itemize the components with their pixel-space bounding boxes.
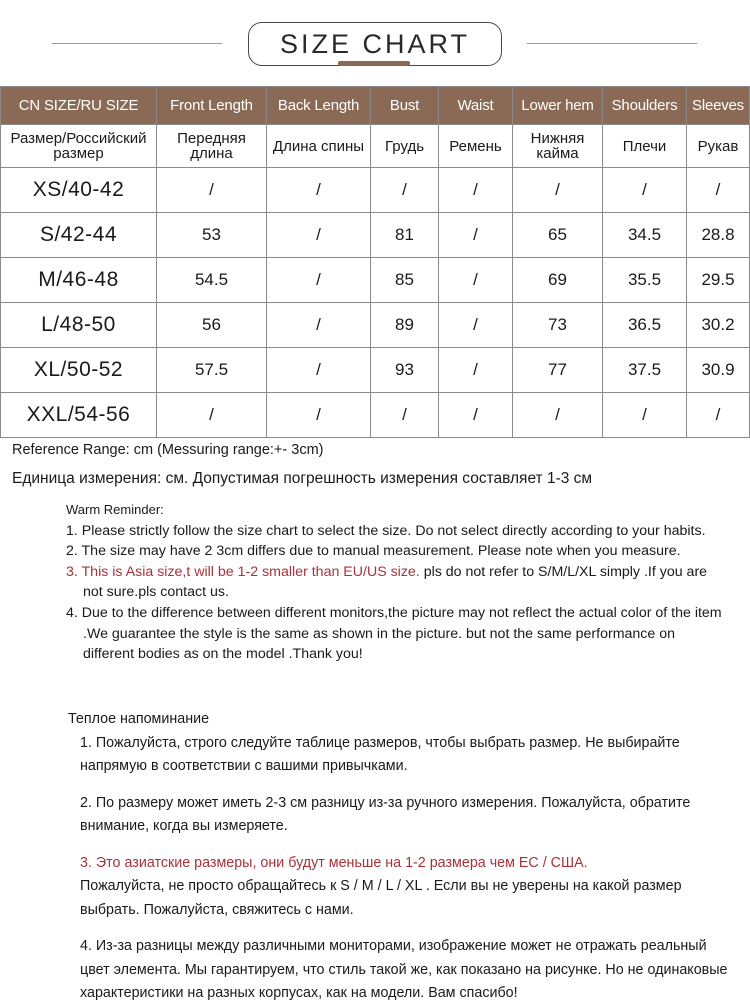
col-header-ru: Плечи — [603, 125, 687, 168]
table-cell: 57.5 — [157, 348, 267, 393]
table-cell: 89 — [371, 303, 439, 348]
page-title: SIZE CHART — [248, 22, 502, 66]
table-cell: 73 — [513, 303, 603, 348]
title-divider-right — [527, 43, 697, 44]
table-cell: / — [157, 168, 267, 213]
table-cell: / — [157, 393, 267, 438]
table-row — [1, 213, 750, 258]
table-cell: 28.8 — [687, 213, 750, 258]
title-accent-bar — [338, 61, 410, 66]
table-cell: 93 — [371, 348, 439, 393]
reminder-item-ru: 2. По размеру может иметь 2-3 см разницу из-за ручного измерения. Пожалуйста, обратите внимание, когда вы измеряете. — [80, 794, 691, 834]
table-cell: / — [687, 393, 750, 438]
col-header-ru: Нижняя кайма — [513, 125, 603, 168]
col-header: Bust — [371, 87, 439, 125]
table-cell: / — [267, 213, 371, 258]
table-row — [1, 168, 750, 213]
reference-range-note: Reference Range: cm (Messuring range:+- 3cm) — [12, 442, 324, 458]
col-header: CN SIZE/RU SIZE — [1, 87, 157, 125]
col-header: Front Length — [157, 87, 267, 125]
table-cell: / — [513, 393, 603, 438]
table-cell: 69 — [513, 258, 603, 303]
table-cell: 37.5 — [603, 348, 687, 393]
size-cell: S/42-44 — [1, 213, 157, 258]
reminder-item: 2. The size may have 2 3cm differs due to manual measurement. Please note when you measure. — [66, 543, 681, 560]
col-header: Waist — [439, 87, 513, 125]
col-header-ru: Рукав — [687, 125, 750, 168]
table-cell: / — [439, 258, 513, 303]
table-cell: / — [603, 168, 687, 213]
measurement-unit-note: Единица измерения: см. Допустимая погрешность измерения составляет 1-3 см — [12, 470, 593, 487]
table-cell: / — [439, 393, 513, 438]
table-cell: 56 — [157, 303, 267, 348]
table-cell: / — [267, 168, 371, 213]
table-row — [1, 348, 750, 393]
table-cell: / — [439, 213, 513, 258]
asia-size-warning: 3. This is Asia size,t will be 1-2 smaller than EU/US size. — [66, 563, 420, 580]
table-cell: / — [513, 168, 603, 213]
table-cell: 85 — [371, 258, 439, 303]
reminder-item-ru: 1. Пожалуйста, строго следуйте таблице размеров, чтобы выбрать размер. Не выбирайте напрямую в соответствии с вашими привычками. — [80, 734, 680, 774]
table-cell: / — [687, 168, 750, 213]
header-row-ru — [1, 125, 750, 168]
table-cell: / — [439, 303, 513, 348]
reminder-item-text: pls do not refer to S/M/L/XL simply .If you are not sure.pls contact us. — [83, 563, 708, 601]
size-cell: M/46-48 — [1, 258, 157, 303]
col-header: Back Length — [267, 87, 371, 125]
table-cell: 81 — [371, 213, 439, 258]
table-cell: / — [267, 393, 371, 438]
warm-reminder-en — [66, 500, 726, 665]
table-cell: / — [267, 303, 371, 348]
header-row-en — [1, 87, 750, 125]
col-header: Sleeves — [687, 87, 750, 125]
col-header-ru: Ремень — [439, 125, 513, 168]
title-banner — [0, 0, 750, 92]
table-cell: 35.5 — [603, 258, 687, 303]
table-cell: 65 — [513, 213, 603, 258]
title-divider-left — [52, 43, 222, 44]
table-cell: 36.5 — [603, 303, 687, 348]
table-cell: 77 — [513, 348, 603, 393]
reminder-item: 1. Please strictly follow the size chart to select the size. Do not select directly according to your habits. — [66, 522, 706, 539]
reminder-item-ru: 4. Из-за разницы между различными мониторами, изображение может не отражать реальный цвет элемента. Мы гарантируем, что стиль такой же, как показано на рисунке. Но не одинаковые характеристики на разных корпусах, как на модели. Вам спасибо! — [80, 938, 728, 1001]
col-header-ru: Длина спины — [267, 125, 371, 168]
warm-reminder-ru — [68, 708, 728, 1006]
reminder-item-ru: Пожалуйста, не просто обращайтесь к S / M / L / XL . Если вы не уверены на какой размер выбрать. Пожалуйста, свяжитесь с нами. — [80, 878, 682, 918]
table-cell: 53 — [157, 213, 267, 258]
asia-size-warning-ru: 3. Это азиатские размеры, они будут меньше на 1-2 размера чем ЕС / США. — [80, 854, 588, 871]
col-header: Shoulders — [603, 87, 687, 125]
table-cell: 34.5 — [603, 213, 687, 258]
size-table — [0, 86, 750, 438]
table-cell: / — [439, 168, 513, 213]
col-header-ru: Передняя длина — [157, 125, 267, 168]
table-cell: / — [371, 393, 439, 438]
table-cell: / — [603, 393, 687, 438]
table-cell: / — [439, 348, 513, 393]
warm-reminder-heading-ru: Теплое напоминание — [68, 711, 210, 727]
table-cell: 30.2 — [687, 303, 750, 348]
size-cell: XXL/54-56 — [1, 393, 157, 438]
table-row — [1, 303, 750, 348]
col-header-ru: Грудь — [371, 125, 439, 168]
table-cell: / — [267, 258, 371, 303]
table-row — [1, 393, 750, 438]
warm-reminder-heading: Warm Reminder: — [66, 502, 164, 517]
reminder-item: 4. Due to the difference between different monitors,the picture may not reflect the actual color of the item .We guarantee the style is the same as shown in the picture. but not the same performance on different bodies as on the model .Thank you! — [66, 604, 722, 663]
table-cell: 54.5 — [157, 258, 267, 303]
size-cell: XS/40-42 — [1, 168, 157, 213]
col-header: Lower hem — [513, 87, 603, 125]
col-header-ru: Размер/Российский размер — [1, 125, 157, 168]
reminder-item — [66, 562, 726, 603]
table-cell: 30.9 — [687, 348, 750, 393]
size-cell: L/48-50 — [1, 303, 157, 348]
table-row — [1, 258, 750, 303]
table-cell: / — [267, 348, 371, 393]
table-cell: 29.5 — [687, 258, 750, 303]
size-cell: XL/50-52 — [1, 348, 157, 393]
table-cell: / — [371, 168, 439, 213]
